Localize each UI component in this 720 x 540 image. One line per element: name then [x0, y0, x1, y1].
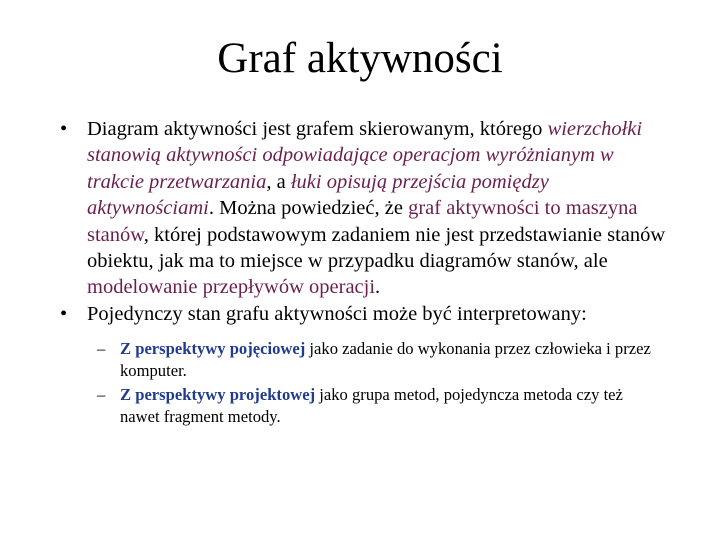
emphasis-flow-modeling: modelowanie przepływów operacji [87, 276, 376, 299]
text-segment: , a [266, 170, 291, 193]
bullet-dot: • [60, 118, 68, 140]
emphasis-arcs-transitions: łuki opisują przejścia pomiędzy aktywnościami [87, 170, 549, 220]
sub-bullet-item [56, 384, 666, 427]
bullet-item [56, 116, 666, 301]
sub-bullet-list [56, 338, 666, 427]
slide-title: Graf aktywności [217, 35, 503, 82]
emphasis-vertices-activities: wierzchołki stanowią aktywności odpowiadające operacjom wyróżnianym w trakcie przetwarzania [87, 118, 643, 193]
emphasis-state-machine: graf aktywności to maszyna stanów [87, 197, 638, 246]
emphasis-conceptual-perspective: Z perspektywy pojęciowej [120, 339, 306, 359]
bullet-text: Pojedynczy stan grafu aktywności może być interpretowany: [87, 302, 587, 325]
sub-bullet-dash: – [97, 385, 106, 405]
bullet-dot: • [60, 302, 68, 325]
sub-bullet-item [56, 338, 666, 381]
text-segment: , której podstawowym zadaniem nie jest przedstawianie stanów obiektu, jak ma to miejsce w przypadku diagramów stanów, ale [87, 223, 666, 273]
text-segment: jako zadanie do wykonania przez człowieka i przez komputer. [120, 339, 651, 380]
text-segment: . [375, 276, 381, 299]
text-segment: . Można powiedzieć, że [208, 197, 409, 220]
bullet-item [56, 301, 666, 327]
bullet-text [87, 118, 665, 298]
emphasis-design-perspective: Z perspektywy projektowej [120, 385, 316, 405]
text-segment: jako grupa metod, pojedyncza metoda czy też nawet fragment metody. [120, 385, 623, 426]
slide-body [56, 116, 666, 430]
sub-bullet-dash: – [97, 339, 106, 359]
text-segment: Diagram aktywności jest grafem skierowanym, którego [87, 118, 548, 140]
